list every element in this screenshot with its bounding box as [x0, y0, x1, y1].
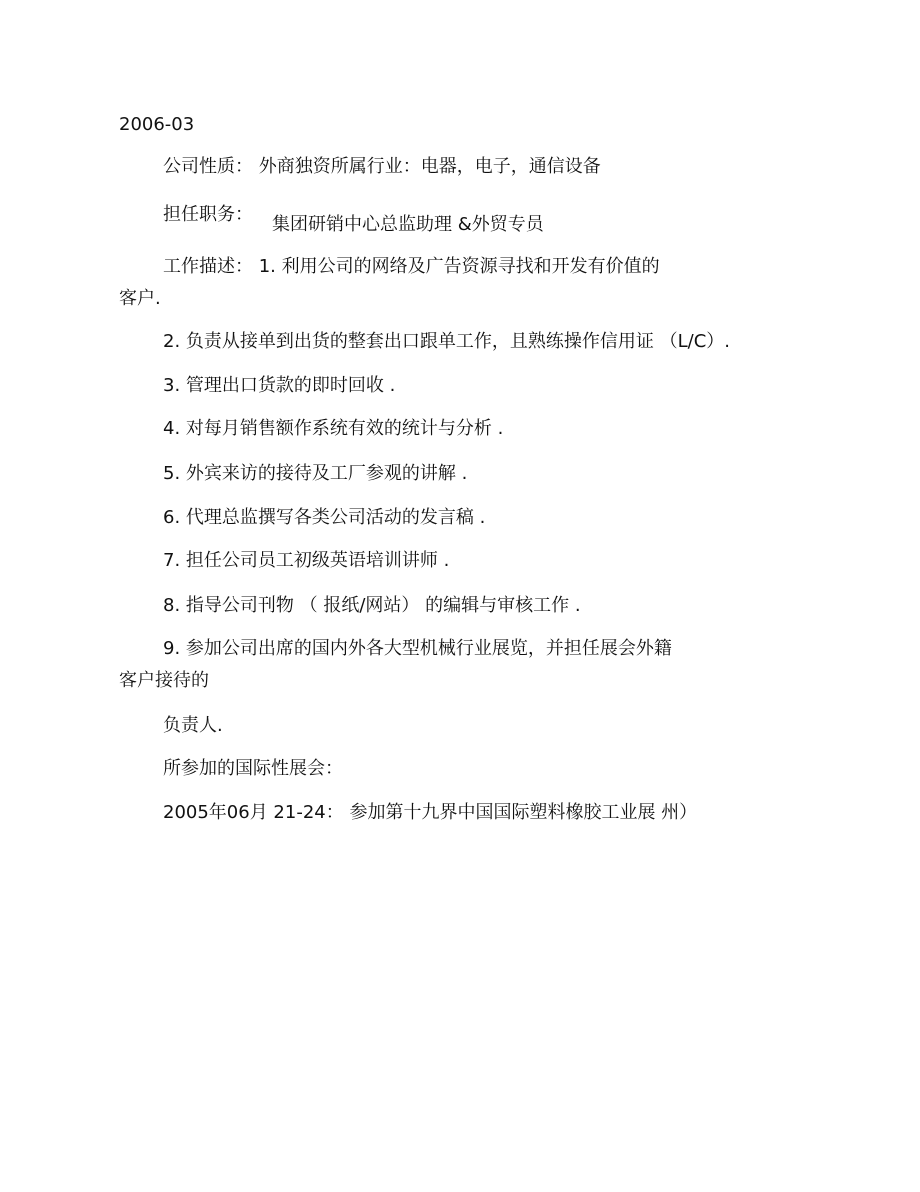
date-heading: 2006-03: [119, 114, 195, 135]
position-label: 担任职务：: [163, 204, 253, 225]
duty-item-6: 6. 代理总监撰写各类公司活动的发言稿 .: [163, 507, 486, 528]
duty-item-9-continuation: 客户接待的: [119, 670, 209, 691]
work-description-continuation: 客户.: [119, 288, 161, 309]
exhibitions-label: 所参加的国际性展会：: [163, 758, 343, 779]
work-description-line: 工作描述： 1. 利用公司的网络及广告资源寻找和开发有价值的: [163, 256, 660, 277]
duty-item-9-continuation-2: 负责人.: [163, 715, 223, 736]
company-nature: 公司性质： 外商独资所属行业：电器，电子，通信设备: [163, 156, 601, 177]
duty-item-2: 2. 负责从接单到出货的整套出口跟单工作，且熟练操作信用证 （L/C）.: [163, 331, 730, 352]
exhibition-entry: 2005年06月 21-24： 参加第十九界中国国际塑料橡胶工业展 州）: [163, 802, 698, 823]
duty-item-5: 5. 外宾来访的接待及工厂参观的讲解 .: [163, 463, 468, 484]
position-value: 集团研销中心总监助理 &外贸专员: [272, 214, 544, 235]
duty-item-4: 4. 对每月销售额作系统有效的统计与分析 .: [163, 418, 504, 439]
duty-item-7: 7. 担任公司员工初级英语培训讲师 .: [163, 550, 450, 571]
duty-item-8: 8. 指导公司刊物 （ 报纸/网站） 的编辑与审核工作 .: [163, 595, 581, 616]
duty-item-3: 3. 管理出口货款的即时回收 .: [163, 375, 396, 396]
duty-item-9: 9. 参加公司出席的国内外各大型机械行业展览，并担任展会外籍: [163, 638, 672, 659]
